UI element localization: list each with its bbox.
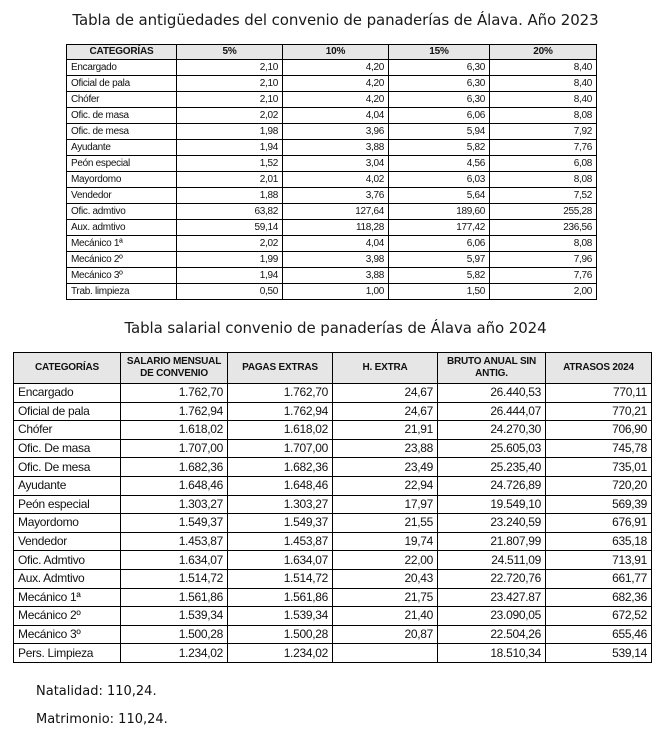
table1-value-cell: 1,50 [389,284,490,300]
table2-row [14,588,652,607]
matrimonio-note: Matrimonio: 110,24. [36,712,168,727]
table2-value-cell: 26.444,07 [438,402,546,421]
table1-category-cell: Encargado [67,60,177,76]
table2-value-cell: 1.707,00 [228,439,333,458]
table2-value-cell [333,644,438,663]
table2-value-cell: 22.720,76 [438,569,546,588]
table2-value-cell: 1.234,02 [121,644,228,663]
table1-row [67,140,597,156]
table2-category-cell: Encargado [14,384,121,403]
table2-value-cell: 1.539,34 [121,607,228,626]
table2-value-cell: 569,39 [546,495,652,514]
table2-value-cell: 26.440,53 [438,384,546,403]
table1-row [67,252,597,268]
table1-header-categorias: CATEGORÍAS [67,45,177,60]
table2-row [14,402,652,421]
table2-category-cell: Pers. Limpieza [14,644,121,663]
table1-category-cell: Ofic. de mesa [67,124,177,140]
table1-value-cell: 7,76 [490,140,597,156]
table2-title: Tabla salarial convenio de panaderías de Álava año 2024 [124,319,547,337]
table2-value-cell: 676,91 [546,514,652,533]
table2-value-cell: 1.453,87 [121,532,228,551]
table2-value-cell: 1.762,94 [228,402,333,421]
table2-value-cell: 735,01 [546,458,652,477]
table1-value-cell: 3,96 [283,124,389,140]
table1-category-cell: Chófer [67,92,177,108]
natalidad-note: Natalidad: 110,24. [36,684,157,699]
table2-category-cell: Mecánico 2º [14,607,121,626]
table1-row [67,236,597,252]
table1-value-cell: 4,04 [283,108,389,124]
table2-row [14,384,652,403]
table2-value-cell: 720,20 [546,476,652,495]
table2-row [14,421,652,440]
table2-value-cell: 682,36 [546,588,652,607]
table2-value-cell: 23,49 [333,458,438,477]
table2-value-cell: 24.726,89 [438,476,546,495]
table2-category-cell: Ofic. De masa [14,439,121,458]
table1-category-cell: Mecánico 3º [67,268,177,284]
table2-value-cell: 1.514,72 [121,569,228,588]
table1-value-cell: 8,08 [490,108,597,124]
table2-value-cell: 1.303,27 [228,495,333,514]
table1-row [67,92,597,108]
table2-value-cell: 1.762,70 [228,384,333,403]
table2-value-cell: 539,14 [546,644,652,663]
table2-value-cell: 25.235,40 [438,458,546,477]
table2-row [14,569,652,588]
table1-value-cell: 6,06 [389,108,490,124]
table1-value-cell: 2,02 [177,108,283,124]
table2-value-cell: 1.500,28 [121,625,228,644]
table2-value-cell: 1.561,86 [121,588,228,607]
table1-value-cell: 1,52 [177,156,283,172]
table1-value-cell: 255,28 [490,204,597,220]
table2-value-cell: 22.504,26 [438,625,546,644]
table1-category-cell: Mecánico 2º [67,252,177,268]
table2-category-cell: Ofic. De mesa [14,458,121,477]
table2-category-cell: Ayudante [14,476,121,495]
table1-value-cell: 5,97 [389,252,490,268]
table2-value-cell: 22,94 [333,476,438,495]
table2-value-cell: 1.549,37 [121,514,228,533]
table2-value-cell: 24,67 [333,402,438,421]
table2-row [14,551,652,570]
table1-category-cell: Trab. limpieza [67,284,177,300]
table1-value-cell: 7,52 [490,188,597,204]
table2-value-cell: 1.648,46 [228,476,333,495]
table1-value-cell: 118,28 [283,220,389,236]
table1-row [67,76,597,92]
table1-value-cell: 8,40 [490,60,597,76]
table2-value-cell: 20,43 [333,569,438,588]
table2-value-cell: 1.648,46 [121,476,228,495]
table1-value-cell: 6,06 [389,236,490,252]
table2-value-cell: 1.234,02 [228,644,333,663]
table2-header-atrasos-2024: ATRASOS 2024 [546,353,652,384]
table2-header-row [14,353,652,384]
table2-header-salario-mensual: SALARIO MENSUAL DE CONVENIO [121,353,228,384]
table2-value-cell: 770,21 [546,402,652,421]
table2-row [14,625,652,644]
table1-value-cell: 0,50 [177,284,283,300]
table1-value-cell: 2,10 [177,60,283,76]
table1-category-cell: Peón especial [67,156,177,172]
table2-value-cell: 1.618,02 [121,421,228,440]
table2-value-cell: 1.707,00 [121,439,228,458]
table1-value-cell: 4,04 [283,236,389,252]
table1-value-cell: 6,30 [389,60,490,76]
salary-table-2024 [13,352,652,663]
table2-value-cell: 22,00 [333,551,438,570]
table2-category-cell: Oficial de pala [14,402,121,421]
table1-category-cell: Mayordomo [67,172,177,188]
table1-value-cell: 7,92 [490,124,597,140]
table1-value-cell: 127,64 [283,204,389,220]
table1-row [67,172,597,188]
table1-value-cell: 4,02 [283,172,389,188]
table2-value-cell: 20,87 [333,625,438,644]
table2-value-cell: 25.605,03 [438,439,546,458]
table2-value-cell: 1.539,34 [228,607,333,626]
table1-header-10pct: 10% [283,45,389,60]
table2-value-cell: 1.303,27 [121,495,228,514]
table2-row [14,532,652,551]
table2-value-cell: 713,91 [546,551,652,570]
table2-value-cell: 1.561,86 [228,588,333,607]
table2-value-cell: 672,52 [546,607,652,626]
table1-category-cell: Oficial de pala [67,76,177,92]
table2-value-cell: 706,90 [546,421,652,440]
table1-category-cell: Ofic. de masa [67,108,177,124]
table1-value-cell: 6,30 [389,92,490,108]
table1-value-cell: 8,40 [490,92,597,108]
table2-category-cell: Chófer [14,421,121,440]
table1-value-cell: 8,08 [490,172,597,188]
table1-value-cell: 8,08 [490,236,597,252]
table2-row [14,458,652,477]
table1-value-cell: 3,88 [283,268,389,284]
table2-value-cell: 1.634,07 [228,551,333,570]
table1-value-cell: 3,98 [283,252,389,268]
table2-value-cell: 21,55 [333,514,438,533]
table1-value-cell: 2,01 [177,172,283,188]
table1-value-cell: 4,20 [283,92,389,108]
table2-category-cell: Aux. Admtivo [14,569,121,588]
table1-value-cell: 2,10 [177,92,283,108]
table1-value-cell: 1,99 [177,252,283,268]
table1-value-cell: 5,82 [389,268,490,284]
table1-value-cell: 8,40 [490,76,597,92]
table2-value-cell: 21,75 [333,588,438,607]
table2-header-pagas-extras: PAGAS EXTRAS [228,353,333,384]
table1-value-cell: 5,94 [389,124,490,140]
table2-value-cell: 635,18 [546,532,652,551]
table1-value-cell: 1,98 [177,124,283,140]
table1-value-cell: 2,02 [177,236,283,252]
table2-value-cell: 1.453,87 [228,532,333,551]
table1-row [67,188,597,204]
table2-row [14,644,652,663]
table1-row [67,156,597,172]
table2-value-cell: 1.618,02 [228,421,333,440]
table1-value-cell: 4,56 [389,156,490,172]
table1-value-cell: 5,64 [389,188,490,204]
table1-row [67,124,597,140]
table2-value-cell: 24,67 [333,384,438,403]
table2-row [14,495,652,514]
table2-value-cell: 24.270,30 [438,421,546,440]
table2-category-cell: Mayordomo [14,514,121,533]
table1-value-cell: 1,94 [177,140,283,156]
table2-value-cell: 1.682,36 [121,458,228,477]
table2-row [14,514,652,533]
table1-value-cell: 3,04 [283,156,389,172]
table2-header-bruto-anual: BRUTO ANUAL SIN ANTIG. [438,353,546,384]
table1-category-cell: Ayudante [67,140,177,156]
table1-header-20pct: 20% [490,45,597,60]
table2-value-cell: 1.682,36 [228,458,333,477]
table2-value-cell: 19,74 [333,532,438,551]
table2-row [14,476,652,495]
table1-value-cell: 3,88 [283,140,389,156]
table2-header-categorias: CATEGORÍAS [14,353,121,384]
table2-value-cell: 1.762,94 [121,402,228,421]
table2-value-cell: 18.510,34 [438,644,546,663]
table1-value-cell: 177,42 [389,220,490,236]
table1-value-cell: 1,94 [177,268,283,284]
table1-header-15pct: 15% [389,45,490,60]
table2-value-cell: 655,46 [546,625,652,644]
table1-header-row [67,45,597,60]
table1-category-cell: Ofic. admtivo [67,204,177,220]
table2-value-cell: 19.549,10 [438,495,546,514]
table1-header-5pct: 5% [177,45,283,60]
table2-row [14,607,652,626]
table2-value-cell: 23,88 [333,439,438,458]
table2-value-cell: 23.427.87 [438,588,546,607]
table2-category-cell: Vendedor [14,532,121,551]
table1-value-cell: 5,82 [389,140,490,156]
table2-value-cell: 1.634,07 [121,551,228,570]
table1-value-cell: 6,03 [389,172,490,188]
table1-value-cell: 2,10 [177,76,283,92]
table1-row [67,284,597,300]
table1-row [67,204,597,220]
table1-value-cell: 4,20 [283,76,389,92]
table2-row [14,439,652,458]
table2-value-cell: 21,91 [333,421,438,440]
table2-category-cell: Mecánico 3º [14,625,121,644]
table2-value-cell: 661,77 [546,569,652,588]
table1-value-cell: 1,00 [283,284,389,300]
table1-value-cell: 6,08 [490,156,597,172]
table2-category-cell: Ofic. Admtivo [14,551,121,570]
table1-row [67,220,597,236]
table2-value-cell: 1.500,28 [228,625,333,644]
table2-category-cell: Peón especial [14,495,121,514]
table1-row [67,60,597,76]
table2-value-cell: 21.807,99 [438,532,546,551]
table2-value-cell: 24.511,09 [438,551,546,570]
table1-value-cell: 236,56 [490,220,597,236]
table1-category-cell: Vendedor [67,188,177,204]
table1-title: Tabla de antigüedades del convenio de panaderías de Álava. Año 2023 [72,11,599,29]
table2-category-cell: Mecánico 1ª [14,588,121,607]
table2-value-cell: 23.090,05 [438,607,546,626]
table2-header-h-extra: H. EXTRA [333,353,438,384]
table1-value-cell: 1,88 [177,188,283,204]
table2-value-cell: 17,97 [333,495,438,514]
table1-category-cell: Mecánico 1ª [67,236,177,252]
table1-value-cell: 6,30 [389,76,490,92]
table1-category-cell: Aux. admtivo [67,220,177,236]
table1-value-cell: 3,76 [283,188,389,204]
table2-value-cell: 745,78 [546,439,652,458]
table1-value-cell: 7,96 [490,252,597,268]
table1-row [67,108,597,124]
table1-row [67,268,597,284]
table2-value-cell: 21,40 [333,607,438,626]
table1-value-cell: 7,76 [490,268,597,284]
table1-value-cell: 59,14 [177,220,283,236]
table1-value-cell: 189,60 [389,204,490,220]
table2-value-cell: 1.762,70 [121,384,228,403]
table1-value-cell: 2,00 [490,284,597,300]
table2-value-cell: 1.514,72 [228,569,333,588]
table2-value-cell: 23.240,59 [438,514,546,533]
table2-value-cell: 1.549,37 [228,514,333,533]
table2-value-cell: 770,11 [546,384,652,403]
table1-value-cell: 63,82 [177,204,283,220]
table1-value-cell: 4,20 [283,60,389,76]
seniority-table-2023 [66,44,597,300]
